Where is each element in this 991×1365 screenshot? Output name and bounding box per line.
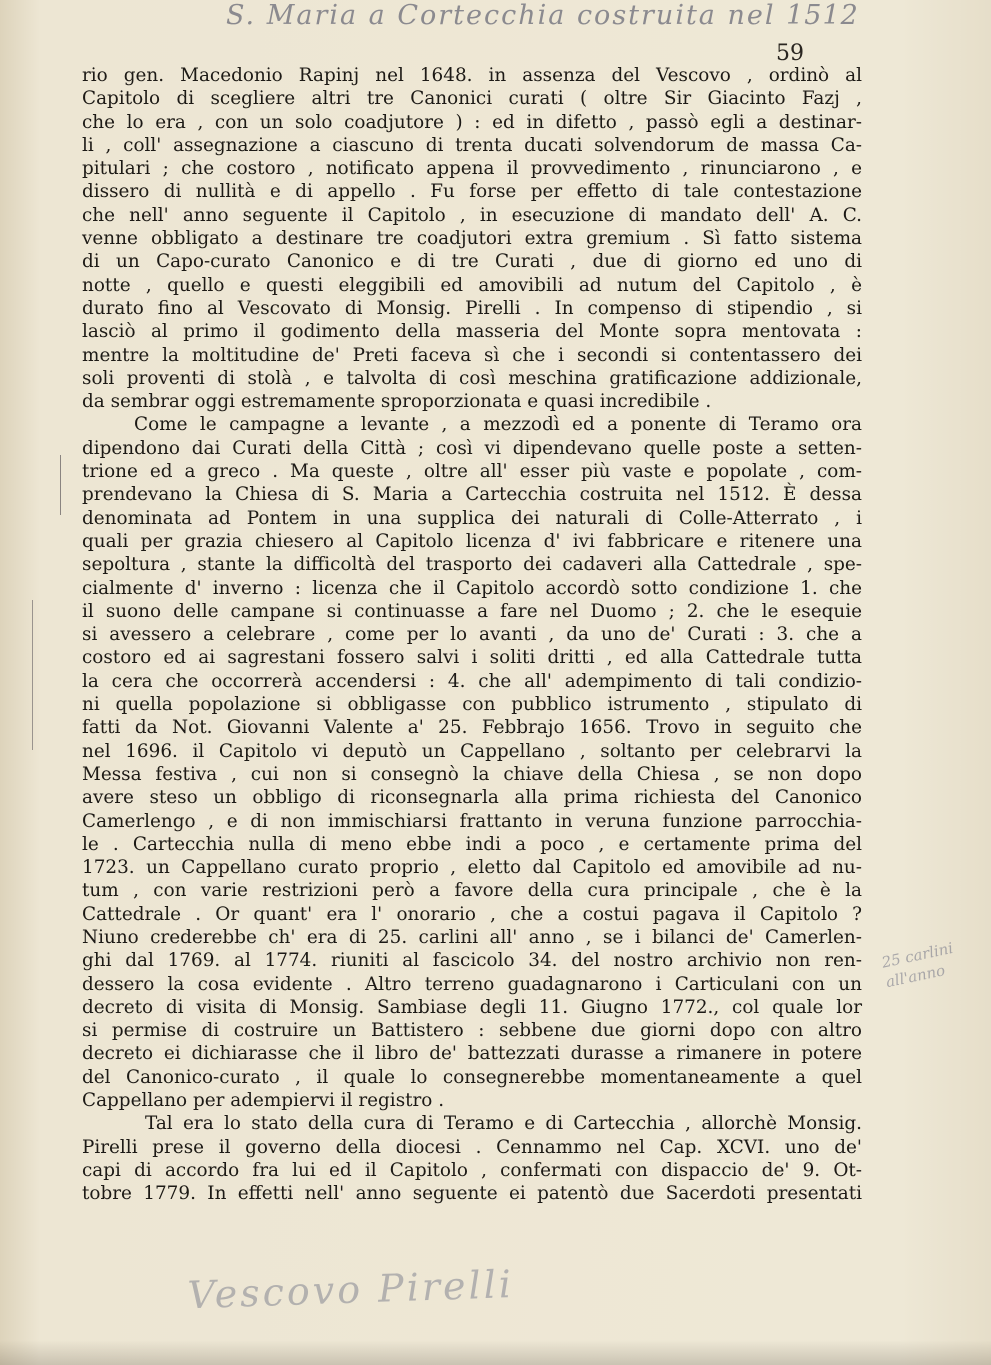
text-line: che nell' anno seguente il Capitolo , in esecuzione di mandato dell' A. C. bbox=[82, 204, 862, 226]
page-bottom-shadow bbox=[0, 1340, 991, 1365]
paragraph-start-line: Come le campagne a levante , a mezzodì ed a ponente di Teramo ora bbox=[134, 414, 862, 436]
handwritten-annotation-bottom: Vescovo Pirelli bbox=[186, 1262, 515, 1318]
text-line: il suono delle campane si continuasse a fare nel Duomo ; 2. che le esequie bbox=[82, 600, 862, 622]
text-line: Capitolo di scegliere altri tre Canonici curati ( oltre Sir Giacinto Fazj , bbox=[82, 88, 862, 110]
main-text-block bbox=[82, 64, 862, 1206]
text-line: tum , con varie restrizioni però a favore della cura principale , che è la bbox=[82, 880, 862, 902]
text-line: quali per grazia chiesero al Capitolo licenza d' ivi fabbricare e ritenere una bbox=[82, 530, 862, 552]
text-line: fatti da Not. Giovanni Valente a' 25. Febbrajo 1656. Trovo in seguito che bbox=[82, 717, 862, 739]
text-line: Cappellano per adempiervi il registro . bbox=[82, 1090, 445, 1112]
text-line: trione ed a greco . Ma queste , oltre all' esser più vaste e popolate , com- bbox=[82, 461, 862, 483]
text-line: decreto di visita di Monsig. Sambiase degli 11. Giugno 1772., col quale lor bbox=[82, 996, 862, 1018]
text-line: da sembrar oggi estremamente sproporzionata e quasi incredibile . bbox=[82, 391, 712, 413]
text-line: del Canonico-curato , il quale lo consegnerebbe momentaneamente a quel bbox=[82, 1066, 862, 1088]
handwritten-annotation-top-text: S. Maria a Cortecchia costruita nel bbox=[226, 0, 776, 31]
text-line: Niuno crederebbe ch' era di 25. carlini all' anno , se i bilanci de' Camerlen- bbox=[82, 926, 862, 948]
text-line: sepoltura , stante la difficoltà del trasporto dei cadaveri alla Cattedrale , spe- bbox=[82, 554, 862, 576]
text-line: Camerlengo , e di non immischiarsi frattanto in veruna funzione parrocchia- bbox=[82, 810, 862, 832]
text-line: si permise di costruire un Battistero : sebbene due giorni dopo con altro bbox=[82, 1020, 862, 1042]
margin-bracket-mark bbox=[60, 455, 71, 515]
paragraph-start-line: Tal era lo stato della cura di Teramo e di Cartecchia , allorchè Monsig. bbox=[145, 1113, 862, 1135]
text-line: durato fino al Vescovato di Monsig. Pirelli . In compenso di stipendio , si bbox=[82, 297, 862, 319]
text-line: capi di accordo fra lui ed il Capitolo , confermati con dispaccio de' 9. Ot- bbox=[82, 1159, 862, 1181]
text-line: denominata ad Pontem in una supplica dei naturali di Colle-Atterrato , i bbox=[82, 507, 862, 529]
text-line: rio gen. Macedonio Rapinj nel 1648. in assenza del Vescovo , ordinò al bbox=[82, 65, 862, 86]
handwritten-annotation-right: 25 carlini all'anno bbox=[880, 938, 955, 992]
text-line: la cera che occorrerà accendersi : 4. che all' adempimento di tali condizio- bbox=[82, 670, 862, 692]
text-line: ghi dal 1769. al 1774. riuniti al fascicolo 34. del nostro archivio non ren- bbox=[82, 950, 862, 972]
text-line: li , coll' assegnazione a ciascuno di trenta ducati solvendorum de massa Ca- bbox=[82, 134, 862, 156]
text-line: venne obbligato a destinare tre coadjutori extra gremium . Sì fatto sistema bbox=[82, 228, 862, 250]
handwritten-annotation-top-year: 1512 bbox=[786, 0, 859, 31]
text-line: dissero di nullità e di appello . Fu forse per effetto di tale contestazione bbox=[82, 181, 862, 203]
text-line: soli proventi di stolà , e talvolta di così meschina gratificazione addizionale, bbox=[82, 367, 862, 389]
page-number: 59 bbox=[776, 41, 804, 66]
text-line: Pirelli prese il governo della diocesi . Cennammo nel Cap. XCVI. uno de' bbox=[82, 1136, 862, 1158]
text-line: Messa festiva , cui non si consegnò la chiave della Chiesa , se non dopo bbox=[82, 763, 862, 785]
text-line: lasciò al primo il godimento della masseria del Monte sopra mentovata : bbox=[82, 321, 862, 343]
text-line: che lo era , con un solo coadjutore ) : ed in difetto , passò egli a destinar- bbox=[82, 111, 862, 133]
margin-pencil-line bbox=[32, 600, 35, 750]
text-line: prendevano la Chiesa di S. Maria a Cartecchia costruita nel 1512. È dessa bbox=[82, 484, 862, 506]
text-line: nel 1696. il Capitolo vi deputò un Cappellano , soltanto per celebrarvi la bbox=[82, 740, 862, 762]
text-line: Cattedrale . Or quant' era l' onorario , che a costui pagava il Capitolo ? bbox=[82, 903, 862, 925]
text-line: di un Capo-curato Canonico e di tre Curati , due di giorno ed uno di bbox=[82, 251, 862, 273]
text-line: si avessero a celebrare , come per lo avanti , da uno de' Curati : 3. che a bbox=[82, 624, 862, 646]
text-line: tobre 1779. In effetti nell' anno seguente ei patentò due Sacerdoti presentati bbox=[82, 1183, 862, 1205]
text-line: 1723. un Cappellano curato proprio , eletto dal Capitolo ed amovibile ad nu- bbox=[82, 857, 862, 879]
text-line: cialmente d' inverno : licenza che il Capitolo accordò sotto condizione 1. che bbox=[82, 577, 862, 599]
text-line: costoro ed ai sagrestani fossero salvi i soliti dritti , ed alla Cattedrale tutta bbox=[82, 647, 862, 669]
handwritten-annotation-top bbox=[226, 0, 946, 40]
text-line: decreto ei dichiarasse che il libro de' battezzati durasse a rimanere in potere bbox=[82, 1043, 862, 1065]
text-line: dessero la cosa evidente . Altro terreno guadagnarono i Carticulani con un bbox=[82, 973, 862, 995]
text-line: notte , quello e questi eleggibili ed amovibili ad nutum del Capitolo , è bbox=[82, 274, 862, 296]
text-line: mentre la moltitudine de' Preti faceva sì che i secondi si contentassero dei bbox=[82, 344, 862, 366]
text-line: pitulari ; che costoro , notificato appena il provvedimento , rinunciarono , e bbox=[82, 158, 862, 180]
text-line: le . Cartecchia nulla di meno ebbe indi a poco , e certamente prima del bbox=[82, 833, 862, 855]
text-line: ni quella popolazione si obbligasse con pubblico istrumento , stipulato di bbox=[82, 694, 862, 716]
text-line: dipendono dai Curati della Città ; così vi dipendevano quelle poste a setten- bbox=[82, 437, 862, 459]
text-line: avere steso un obbligo di riconsegnarla alla prima richiesta del Canonico bbox=[82, 787, 862, 809]
